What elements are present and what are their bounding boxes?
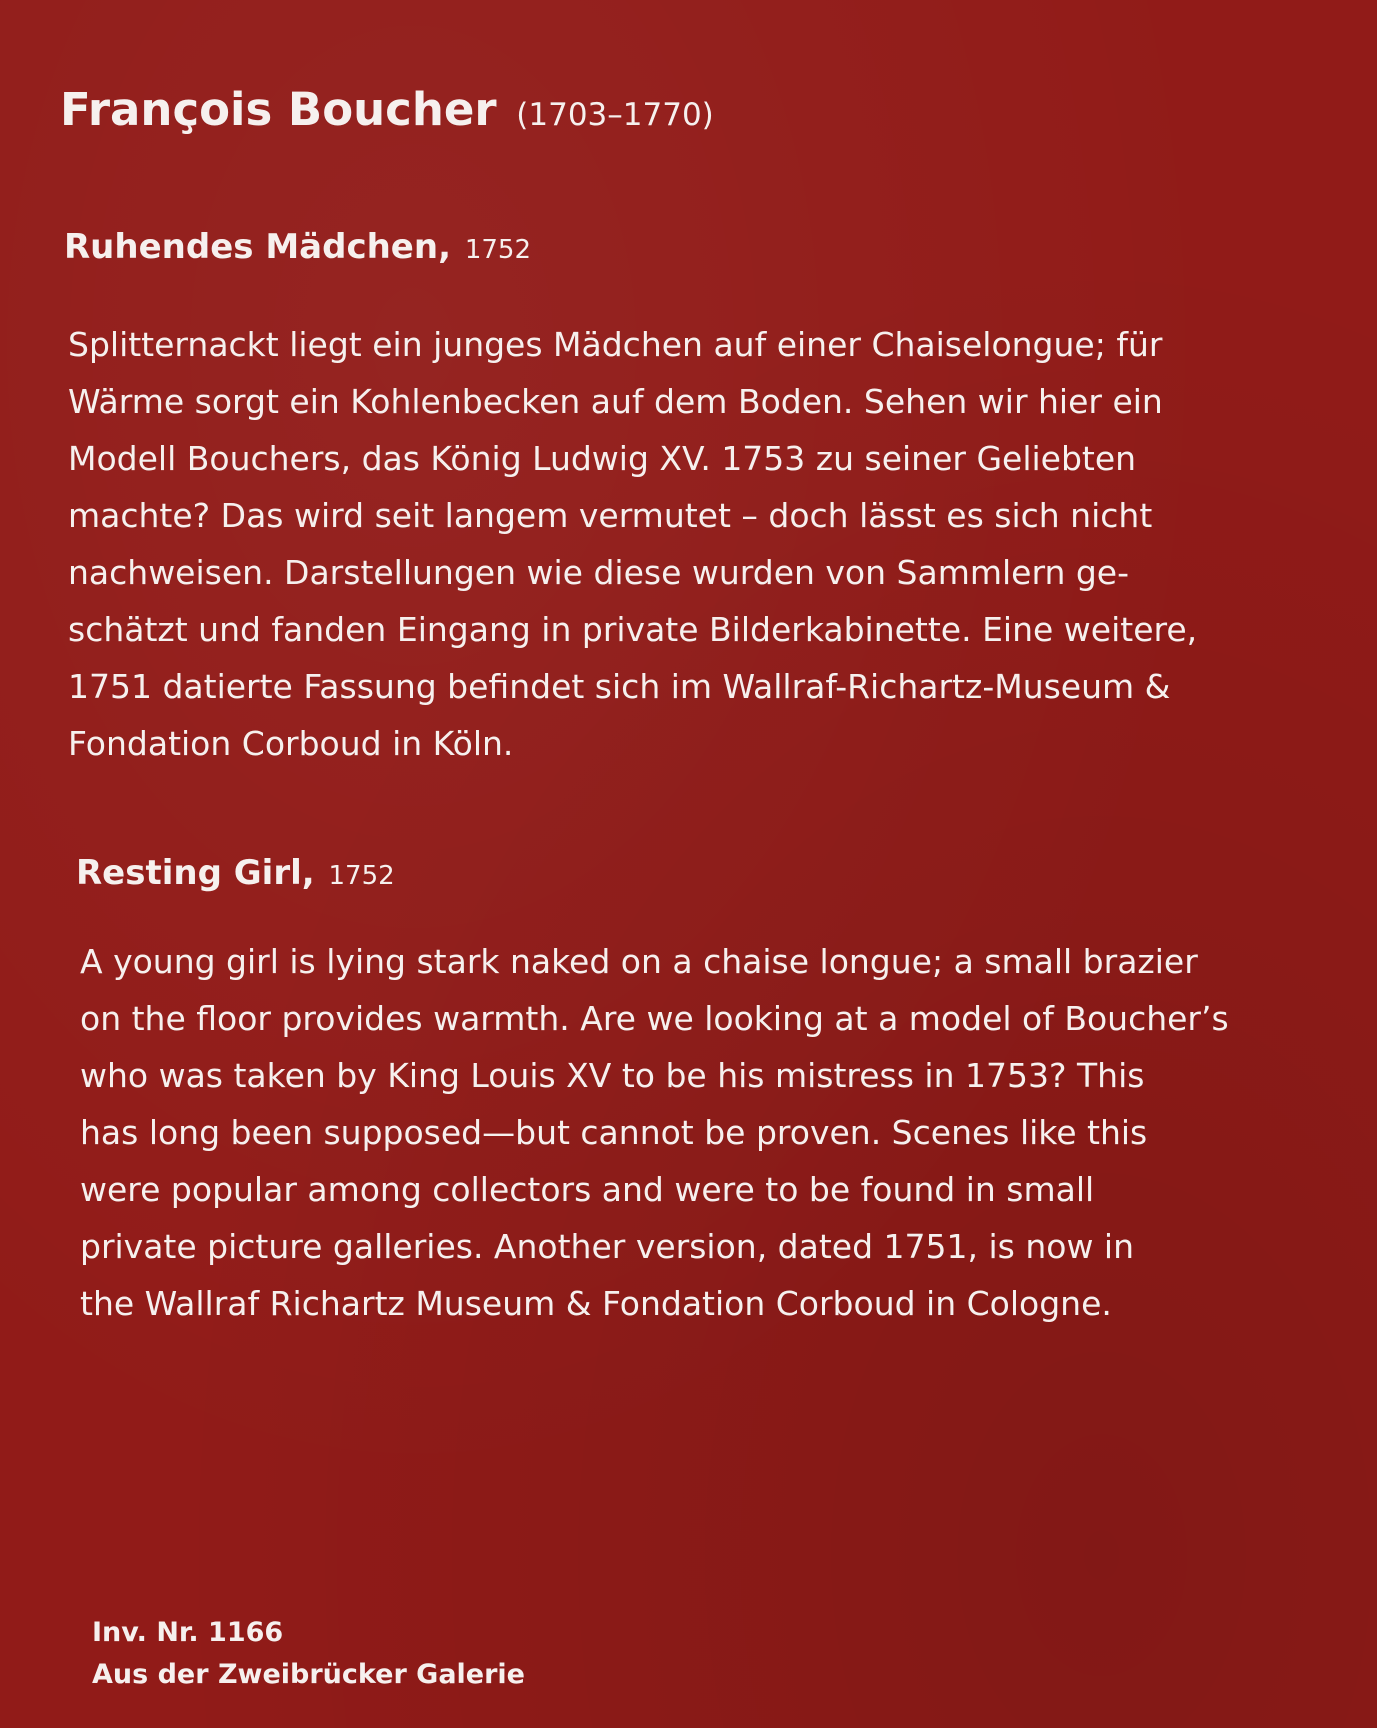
english-line: has long been supposed—but cannot be proven. Scenes like this bbox=[80, 1113, 1148, 1152]
german-title bbox=[64, 225, 531, 272]
english-line: on the floor provides warmth. Are we looking at a model of Boucher’s bbox=[80, 999, 1229, 1038]
provenance-note: Aus der Zweibrücker Galerie bbox=[92, 1659, 525, 1690]
german-description bbox=[68, 316, 1197, 772]
artist-name: François Boucher bbox=[60, 83, 497, 136]
english-line: who was taken by King Louis XV to be his mistress in 1753? This bbox=[80, 1056, 1145, 1095]
german-line: Wärme sorgt ein Kohlenbecken auf dem Boden. Sehen wir hier ein bbox=[68, 382, 1163, 421]
german-line: Splitternackt liegt ein junges Mädchen auf einer Chaiselongue; für bbox=[68, 325, 1163, 364]
german-line: Modell Bouchers, das König Ludwig XV. 1753 zu seiner Geliebten bbox=[68, 439, 1137, 478]
artist-heading bbox=[60, 82, 714, 143]
english-title bbox=[76, 851, 395, 898]
german-line: Fondation Corboud in Köln. bbox=[68, 724, 514, 763]
german-title-text: Ruhendes Mädchen, bbox=[64, 227, 451, 267]
german-line: nachweisen. Darstellungen wie diese wurden von Sammlern ge- bbox=[68, 553, 1130, 592]
german-line: machte? Das wird seit langem vermutet – doch lässt es sich nicht bbox=[68, 496, 1153, 535]
english-line: the Wallraf Richartz Museum & Fondation Corboud in Cologne. bbox=[80, 1284, 1112, 1323]
english-line: were popular among collectors and were to be found in small bbox=[80, 1170, 1095, 1209]
german-title-year: 1752 bbox=[464, 235, 531, 265]
english-title-year: 1752 bbox=[328, 861, 395, 891]
english-description bbox=[80, 933, 1229, 1332]
english-line: A young girl is lying stark naked on a chaise longue; a small brazier bbox=[80, 942, 1198, 981]
inventory-number: Inv. Nr. 1166 bbox=[92, 1617, 284, 1648]
english-title-text: Resting Girl, bbox=[76, 853, 315, 893]
artist-dates: (1703–1770) bbox=[516, 97, 714, 133]
german-line: 1751 datierte Fassung befindet sich im Wallraf-Richartz-Museum & bbox=[68, 667, 1171, 706]
placard-footer bbox=[92, 1612, 525, 1696]
german-line: schätzt und fanden Eingang in private Bilderkabinette. Eine weitere, bbox=[68, 610, 1198, 649]
english-line: private picture galleries. Another version, dated 1751, is now in bbox=[80, 1227, 1135, 1266]
